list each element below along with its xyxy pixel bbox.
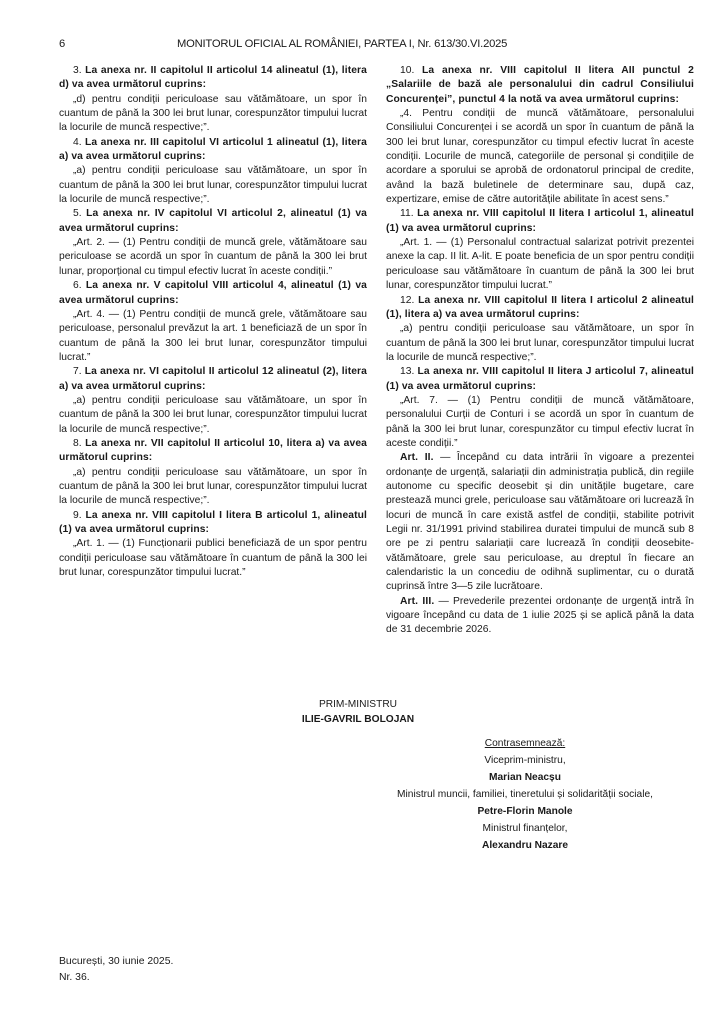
item-text: „a) pentru condiții periculoase sau vătămătoare, un spor în cuantum de până la 300 lei brut lunar, corespunzător timpului lucrat la locurile de muncă respective;”. [386, 323, 694, 363]
amendment-item [59, 136, 367, 208]
act-number: Nr. 36. [59, 972, 90, 983]
article-text: — Prevederile prezentei ordonanțe de urgență intră în vigoare începând cu data de 1 iulie 2025 și se aplică până la data de 31 decembrie 2026. [386, 595, 694, 636]
item-heading: La anexa nr. VI capitolul II articolul 12 alineatul (2), litera a) va avea următorul cuprins: [59, 366, 367, 392]
item-number: 9. [73, 509, 82, 521]
amendment-item [59, 365, 367, 437]
item-number: 5. [73, 208, 82, 220]
item-number: 6. [73, 280, 82, 292]
left-column [59, 64, 367, 580]
pm-role: PRIM-MINISTRU [318, 699, 398, 710]
amendment-item [59, 207, 367, 279]
item-text: „Art. 7. — (1) Pentru condiții de muncă vătămătoare, personalului Curții de Conturi i se acordă un spor în cuantum de până la 300 lei brut lunar, corespunzător cu timpul efectiv lucrat în aceste condiții.” [386, 394, 694, 449]
item-number: 8. [73, 437, 82, 449]
prime-minister-signature [280, 698, 436, 728]
document-footer [59, 954, 173, 986]
place-date: București, 30 iunie 2025. [59, 956, 174, 967]
amendment-item [386, 207, 694, 293]
publication-title: MONITORUL OFICIAL AL ROMÂNIEI, PARTEA I, Nr. 613/30.VI.2025 [177, 38, 508, 50]
item-heading: La anexa nr. VII capitolul II articolul 10, litera a) va avea următorul cuprins: [59, 437, 367, 464]
item-heading: La anexa nr. VIII capitolul I litera B articolul 1, alineatul (1) va avea următorul cuprins: [59, 509, 367, 535]
article-label: Art. II. [400, 452, 434, 464]
right-column [386, 64, 694, 638]
item-heading: La anexa nr. VIII capitolul II litera I articolul 1, alineatul (1) va avea următorul cuprins: [386, 208, 694, 234]
item-text: „a) pentru condiții periculoase sau vătămătoare, un spor în cuantum de până la 300 lei brut lunar, corespunzător timpului lucrat la locurile de muncă respective;”. [59, 466, 367, 507]
item-number: 13. [400, 366, 415, 378]
article-2 [386, 451, 694, 594]
item-heading: La anexa nr. III capitolul VI articolul 1 alineatul (1), litera a) va avea următorul cuprins: [59, 136, 367, 163]
page-number: 6 [59, 38, 66, 50]
item-text: „4. Pentru condiții de muncă vătămătoare, personalului Consiliului Concurenței i se acordă un spor în cuantum de până la 300 lei brut lunar, corespunzător cu timpul efectiv lucrat în aceste condiții. Locurile de muncă, categoriile de personal și condițiile de acordare a sporului se aprobă de ordonatorul principal de credite, având la bază buletinele de determinare sau, după caz, expertizare, emise de către autoritățile abilitate în acest sens.” [386, 108, 694, 206]
item-heading: La anexa nr. VIII capitolul II litera I articolul 2 alineatul (1), litera a) va avea următorul cuprins: [386, 294, 694, 320]
article-label: Art. III. [400, 595, 435, 607]
amendment-item [59, 509, 367, 581]
item-text: „Art. 2. — (1) Pentru condiții de muncă grele, vătămătoare sau periculoase se acordă un spor în cuantum de până la 300 lei brut lunar, proporțional cu timpul efectiv lucrat în aceste condiții.” [59, 237, 367, 277]
amendment-item [59, 279, 367, 365]
item-number: 11. [400, 208, 414, 220]
countersigner-role: Viceprim-ministru, [484, 755, 566, 766]
amendment-item [386, 294, 694, 366]
article-3 [386, 595, 694, 638]
amendment-item [59, 437, 367, 509]
item-text: „a) pentru condiții periculoase sau vătămătoare, un spor în cuantum de până la 300 lei brut lunar, corespunzător timpului lucrat la locurile de muncă respective;”. [59, 165, 367, 206]
article-text: — Începând cu data intrării în vigoare a prezentei ordonanțe de urgență, salariații din administrația publică, din regiile autonome cu specific deosebit și din unitățile bugetare, care prestează munci grele, periculoase sau vătămătoare ori lucrează în locuri de muncă în care există astfel de condiții, stabilite potrivit Legii nr. 31/1991 privind stabilirea duratei timpului de muncă sub 8 ore pe zi pentru salariații care lucrează în condiții deosebite-vătămătoare, grele sau periculoase, au dreptul în fiecare an calendaristic la un concediu de odihnă suplimentar, cu o durată cuprinsă între 3—5 zile lucrătoare. [386, 452, 694, 593]
item-number: 10. [400, 65, 415, 76]
countersign-label: Contrasemnează: [484, 738, 566, 749]
item-text: „d) pentru condiții periculoase sau vătămătoare, un spor în cuantum de până la 300 lei brut lunar, corespunzător timpului lucrat la locurile de muncă respective;”. [59, 93, 367, 134]
item-number: 7. [73, 366, 82, 378]
amendment-item [59, 64, 367, 136]
item-heading: La anexa nr. II capitolul II articolul 14 alineatul (1), litera d) va avea următorul cuprins: [59, 65, 367, 91]
amendment-item [386, 64, 694, 207]
pm-name: ILIE-GAVRIL BOLOJAN [301, 714, 415, 725]
countersigner-role: Ministrul muncii, familiei, tineretului și solidarității sociale, [397, 789, 653, 800]
amendment-item [386, 365, 694, 451]
item-text: „Art. 1. — (1) Funcționarii publici beneficiază de un spor pentru condiții periculoase sau vătămătoare în cuantum de până la 300 lei brut lunar, corespunzător timpului lucrat.” [59, 538, 367, 579]
item-number: 4. [73, 136, 82, 148]
item-heading: La anexa nr. VIII capitolul II litera J articolul 7, alineatul (1) va avea următorul cuprins: [386, 366, 694, 392]
item-number: 3. [73, 65, 82, 76]
countersigner-role: Ministrul finanțelor, [482, 823, 568, 834]
countersigner-name: Marian Neacșu [489, 772, 561, 783]
countersigner-name: Alexandru Nazare [481, 840, 569, 851]
countersignatures [360, 736, 690, 854]
item-text: „a) pentru condiții periculoase sau vătămătoare, un spor în cuantum de până la 300 lei brut lunar, corespunzător timpului lucrat la locurile de muncă respective;”. [59, 394, 367, 435]
page-header [59, 38, 694, 54]
item-text: „Art. 1. — (1) Personalul contractual salarizat potrivit prezentei anexe la cap. II lit. A-lit. E poate beneficia de un spor pentru condiții periculoase sau vătămătoare în cuantum de până la 300 lei brut lunar, corespunzător timpului lucrat.” [386, 237, 694, 292]
item-heading: La anexa nr. VIII capitolul II litera AII punctul 2 „Salariile de bază ale personalului din cadrul Consiliului Concurenței”, punctul 4 la notă va avea următorul cuprins: [386, 65, 694, 105]
item-heading: La anexa nr. IV capitolul VI articolul 2, alineatul (1) va avea următorul cuprins: [59, 208, 367, 234]
item-text: „Art. 4. — (1) Pentru condiții de muncă grele, vătămătoare sau periculoase, personalul prevăzut la art. 1 beneficiază de un spor în cuantum de până la 300 lei brut lunar, corespunzător timpului lucrat.” [59, 308, 367, 363]
countersigner-name: Petre-Florin Manole [477, 806, 573, 817]
item-number: 12. [400, 294, 415, 306]
item-heading: La anexa nr. V capitolul VIII articolul 4, alineatul (1) va avea următorul cuprins: [59, 280, 367, 306]
